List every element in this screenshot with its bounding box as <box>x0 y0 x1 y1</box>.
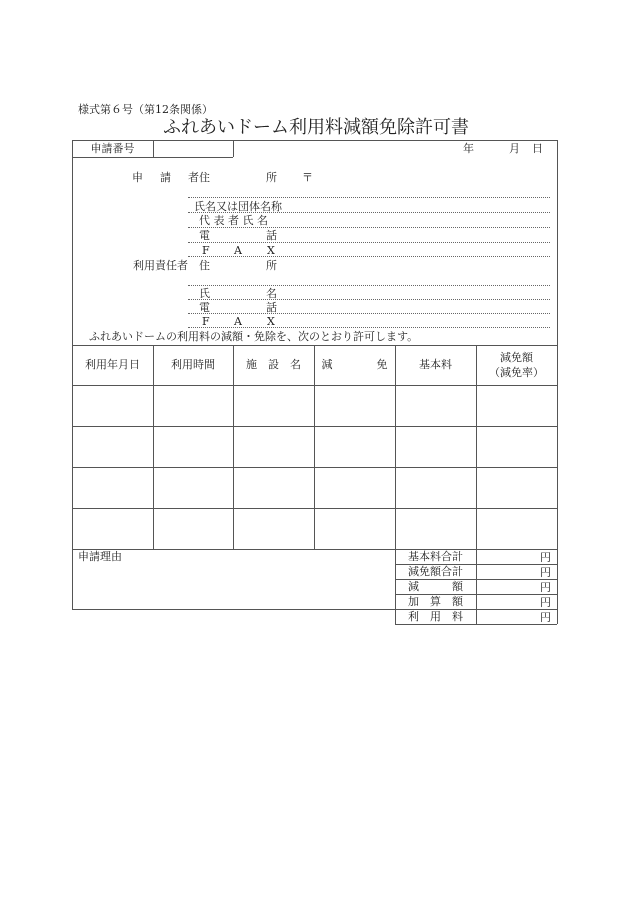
responsible-address-label-2: 所 <box>266 259 277 272</box>
responsible-label: 利用責任者 <box>133 259 188 272</box>
responsible-fax-x: X <box>267 315 275 328</box>
applicant-fax-x: X <box>267 244 275 257</box>
summary-label: 加 算 額 <box>408 594 463 608</box>
table-cell[interactable] <box>234 468 314 508</box>
form-title: ふれあいドーム利用料減額免除許可書 <box>163 117 469 138</box>
responsible-name-label: 氏 <box>199 287 210 300</box>
reason-field[interactable] <box>78 565 388 607</box>
summary-unit: 円 <box>540 551 551 564</box>
table-cell[interactable] <box>73 468 153 508</box>
table-cell[interactable] <box>154 427 233 467</box>
summary-unit: 円 <box>540 611 551 624</box>
permit-statement: ふれあいドームの利用料の減額・免除を、次のとおり許可します。 <box>89 330 419 343</box>
table-cell[interactable] <box>73 386 153 426</box>
table-cell[interactable] <box>315 427 395 467</box>
table-header: 利用年月日 <box>85 358 140 372</box>
summary-label: 減免額合計 <box>408 564 463 578</box>
summary-label: 基本料合計 <box>408 549 463 563</box>
applicant-fax-f: F <box>202 244 210 257</box>
date-year: 年 <box>463 142 474 155</box>
table-header: 施 設 名 <box>246 358 301 372</box>
table-cell[interactable] <box>154 386 233 426</box>
summary-amount-field[interactable] <box>477 610 537 623</box>
summary-unit: 円 <box>540 566 551 579</box>
summary-unit: 円 <box>540 581 551 594</box>
table-header: 減免額 （減免率） <box>489 351 544 379</box>
table-cell[interactable] <box>396 427 476 467</box>
table-cell[interactable] <box>396 509 476 549</box>
applicant-label: 申 請 者 <box>132 171 202 184</box>
summary-unit: 円 <box>540 596 551 609</box>
application-number-field[interactable] <box>154 141 232 156</box>
summary-amount-field[interactable] <box>477 550 537 563</box>
table-cell[interactable] <box>396 468 476 508</box>
application-number-label: 申請番号 <box>90 141 135 155</box>
summary-amount-field[interactable] <box>477 580 537 593</box>
postal-mark: 〒 <box>302 171 313 184</box>
responsible-tel-label-2: 話 <box>266 301 277 314</box>
applicant-address-label: 住 <box>199 171 210 184</box>
date-month: 月 <box>509 142 520 155</box>
summary-label: 減 額 <box>408 579 463 593</box>
table-cell[interactable] <box>477 427 557 467</box>
table-cell[interactable] <box>73 509 153 549</box>
table-cell[interactable] <box>315 509 395 549</box>
table-cell[interactable] <box>477 509 557 549</box>
representative-label: 代 表 者 氏 名 <box>199 214 268 227</box>
table-cell[interactable] <box>315 386 395 426</box>
responsible-address-label: 住 <box>199 259 210 272</box>
responsible-name-label-2: 名 <box>266 287 277 300</box>
table-header: 基本料 <box>419 358 452 372</box>
reason-label: 申請理由 <box>78 550 122 563</box>
applicant-address-label-2: 所 <box>266 171 277 184</box>
table-cell[interactable] <box>154 468 233 508</box>
table-header: 減 免 <box>321 358 388 372</box>
table-cell[interactable] <box>154 509 233 549</box>
table-header: 利用時間 <box>171 358 215 372</box>
responsible-fax-a: A <box>234 315 242 328</box>
applicant-fax-a: A <box>234 244 242 257</box>
summary-label: 利 用 料 <box>408 609 463 623</box>
table-cell[interactable] <box>315 468 395 508</box>
table-cell[interactable] <box>234 386 314 426</box>
applicant-tel-label-2: 話 <box>266 229 277 242</box>
summary-amount-field[interactable] <box>477 565 537 578</box>
applicant-name-label: 氏名又は団体名称 <box>194 200 282 213</box>
table-cell[interactable] <box>234 427 314 467</box>
table-cell[interactable] <box>477 468 557 508</box>
responsible-tel-label: 電 <box>199 301 210 314</box>
table-cell[interactable] <box>477 386 557 426</box>
responsible-fax-f: F <box>202 315 210 328</box>
table-cell[interactable] <box>396 386 476 426</box>
summary-amount-field[interactable] <box>477 595 537 608</box>
date-day: 日 <box>532 142 543 155</box>
form-number: 様式第６号（第12条関係） <box>78 103 213 116</box>
applicant-tel-label: 電 <box>199 229 210 242</box>
table-cell[interactable] <box>73 427 153 467</box>
table-cell[interactable] <box>234 509 314 549</box>
